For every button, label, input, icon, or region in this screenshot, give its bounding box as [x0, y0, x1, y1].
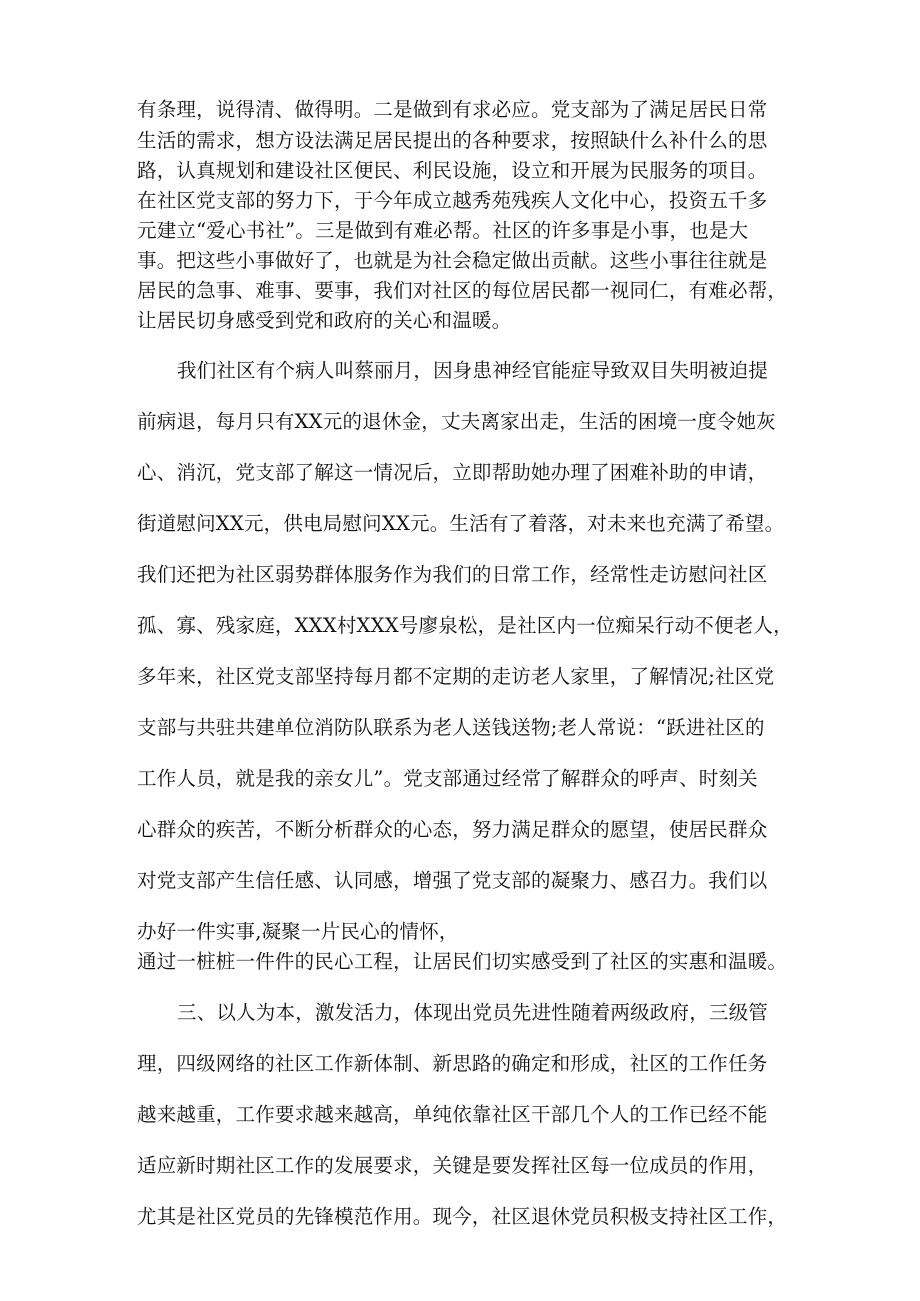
text-line: 路，认真规划和建设社区便民、利民设施，设立和开展为民服务的项目。 — [137, 159, 768, 182]
text-line: 在社区党支部的努力下，于今年成立越秀苑残疾人文化中心，投资五千多 — [137, 189, 768, 212]
text-line: 居民的急事、难事、要事，我们对社区的每位居民都一视同仁，有难必帮， — [137, 279, 788, 302]
text-line: 办好一件实事,凝聚一片民心的情怀， — [137, 920, 459, 943]
text-line: 生活的需求，想方设法满足居民提出的各种要求，按照缺什么补什么的思 — [137, 129, 768, 152]
text-line: 心群众的疾苦，不断分析群众的心态，努力满足群众的愿望，使居民群众 — [137, 818, 768, 841]
text-line: 事。把这些小事做好了，也就是为社会稳定做出贡献。这些小事往往就是 — [137, 249, 768, 272]
text-line: 多年来，社区党支部坚持每月都不定期的走访老人家里，了解情况;社区党 — [137, 665, 775, 688]
text-line: 支部与共驻共建单位消防队联系为老人送钱送物;老人常说：“跃进社区的 — [137, 716, 765, 739]
text-line: 心、消沉，党支部了解这一情况后，立即帮助她办理了困难补助的申请， — [137, 461, 768, 484]
text-line: 前病退，每月只有XX元的退休金，丈夫离家出走，生活的困境一度令她灰 — [137, 410, 776, 433]
text-line: 让居民切身感受到党和政府的关心和温暖。 — [137, 309, 512, 332]
text-line: 适应新时期社区工作的发展要求，关键是要发挥社区每一位成员的作用， — [137, 1154, 768, 1177]
text-line: 孤、寡、残家庭，XXX村XXX号廖泉松，是社区内一位痴呆行动不便老人， — [137, 614, 793, 637]
text-line: 通过一桩桩一件件的民心工程，让居民们切实感受到了社区的实惠和温暖。 — [137, 950, 788, 973]
text-line: 理，四级网络的社区工作新体制、新思路的确定和形成，社区的工作任务 — [137, 1052, 768, 1075]
text-line: 街道慰问XX元，供电局慰问XX元。生活有了着落，对未来也充满了希望。 — [137, 512, 785, 535]
text-line: 我们还把为社区弱势群体服务作为我们的日常工作，经常性走访慰问社区 — [137, 563, 768, 586]
text-line: 有条理，说得清、做得明。二是做到有求必应。党支部为了满足居民日常 — [137, 98, 768, 121]
paragraph-first-line: 我们社区有个病人叫蔡丽月，因身患神经官能症导致双目失明被迫提 — [177, 359, 769, 382]
paragraph-first-line: 三、以人为本，激发活力，体现出党员先进性随着两级政府，三级管 — [177, 1001, 769, 1024]
text-line: 元建立“爱心书社”。三是做到有难必帮。社区的许多事是小事，也是大 — [137, 219, 749, 242]
text-line: 对党支部产生信任感、认同感，增强了党支部的凝聚力、感召力。我们以 — [137, 869, 768, 892]
text-line: 越来越重，工作要求越来越高，单纯依靠社区干部几个人的工作已经不能 — [137, 1103, 768, 1126]
text-line: 工作人员，就是我的亲女儿”。党支部通过经常了解群众的呼声、时刻关 — [137, 767, 758, 790]
text-line: 尤其是社区党员的先锋模范作用。现今，社区退休党员积极支持社区工作， — [137, 1205, 788, 1228]
